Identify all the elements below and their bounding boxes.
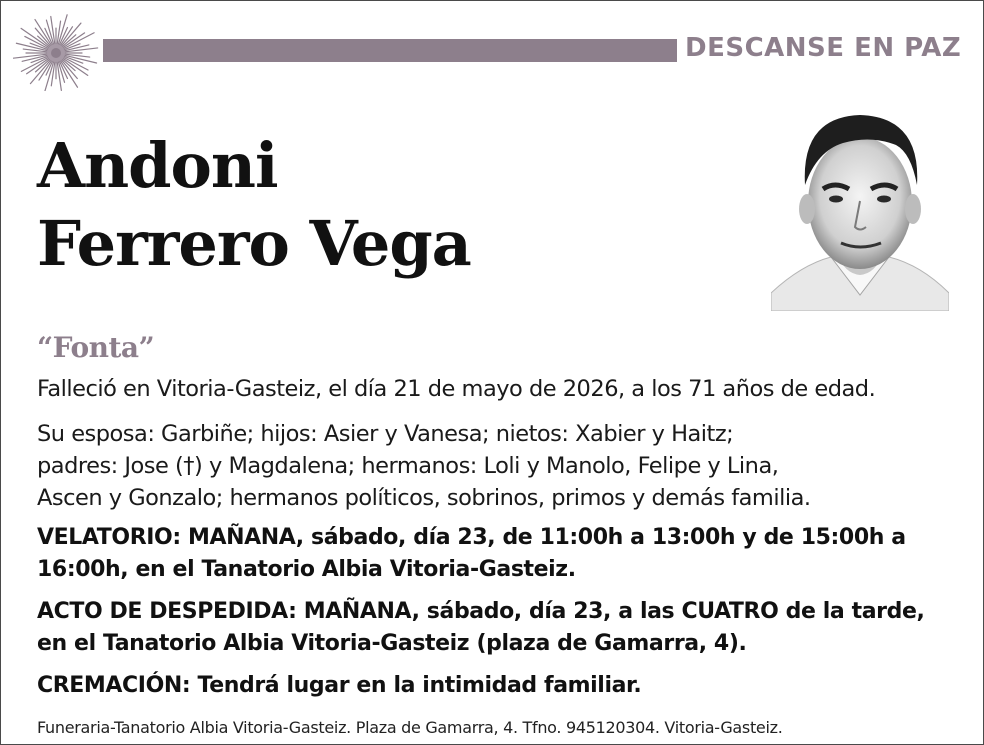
first-name: Andoni	[37, 129, 278, 202]
portrait-photo	[771, 105, 949, 311]
death-notice-text: Falleció en Vitoria-Gasteiz, el día 21 de mayo de 2026, a los 71 años de edad.	[37, 376, 876, 402]
deceased-name	[37, 127, 471, 283]
header-title: DESCANSE EN PAZ	[685, 33, 962, 63]
header-bar	[103, 39, 677, 62]
surnames: Ferrero Vega	[37, 207, 471, 280]
family-list-text: Su esposa: Garbiñe; hijos: Asier y Vanesa; nietos: Xabier y Haitz; padres: Jose (†) y Magdalena; hermanos: Loli y Manolo, Felipe y Lina, Ascen y Gonzalo; hermanos políticos, sobrinos, primos y demás familia.	[37, 421, 811, 511]
farewell-details: ACTO DE DESPEDIDA: MAÑANA, sábado, día 23, a las CUATRO de la tarde, en el Tanatorio Albia Vitoria-Gasteiz (plaza de Gamarra, 4).	[37, 599, 925, 656]
funeral-home-footer: Funeraria-Tanatorio Albia Vitoria-Gasteiz. Plaza de Gamarra, 4. Tfno. 945120304. Vitoria-Gasteiz.	[37, 718, 783, 737]
cremation-details: CREMACIÓN: Tendrá lugar en la intimidad familiar.	[37, 673, 642, 698]
thistle-flower-icon	[13, 11, 99, 91]
wake-details: VELATORIO: MAÑANA, sábado, día 23, de 11:00h a 13:00h y de 15:00h a 16:00h, en el Tanatorio Albia Vitoria-Gasteiz.	[37, 525, 906, 582]
nickname: “Fonta”	[37, 331, 155, 364]
